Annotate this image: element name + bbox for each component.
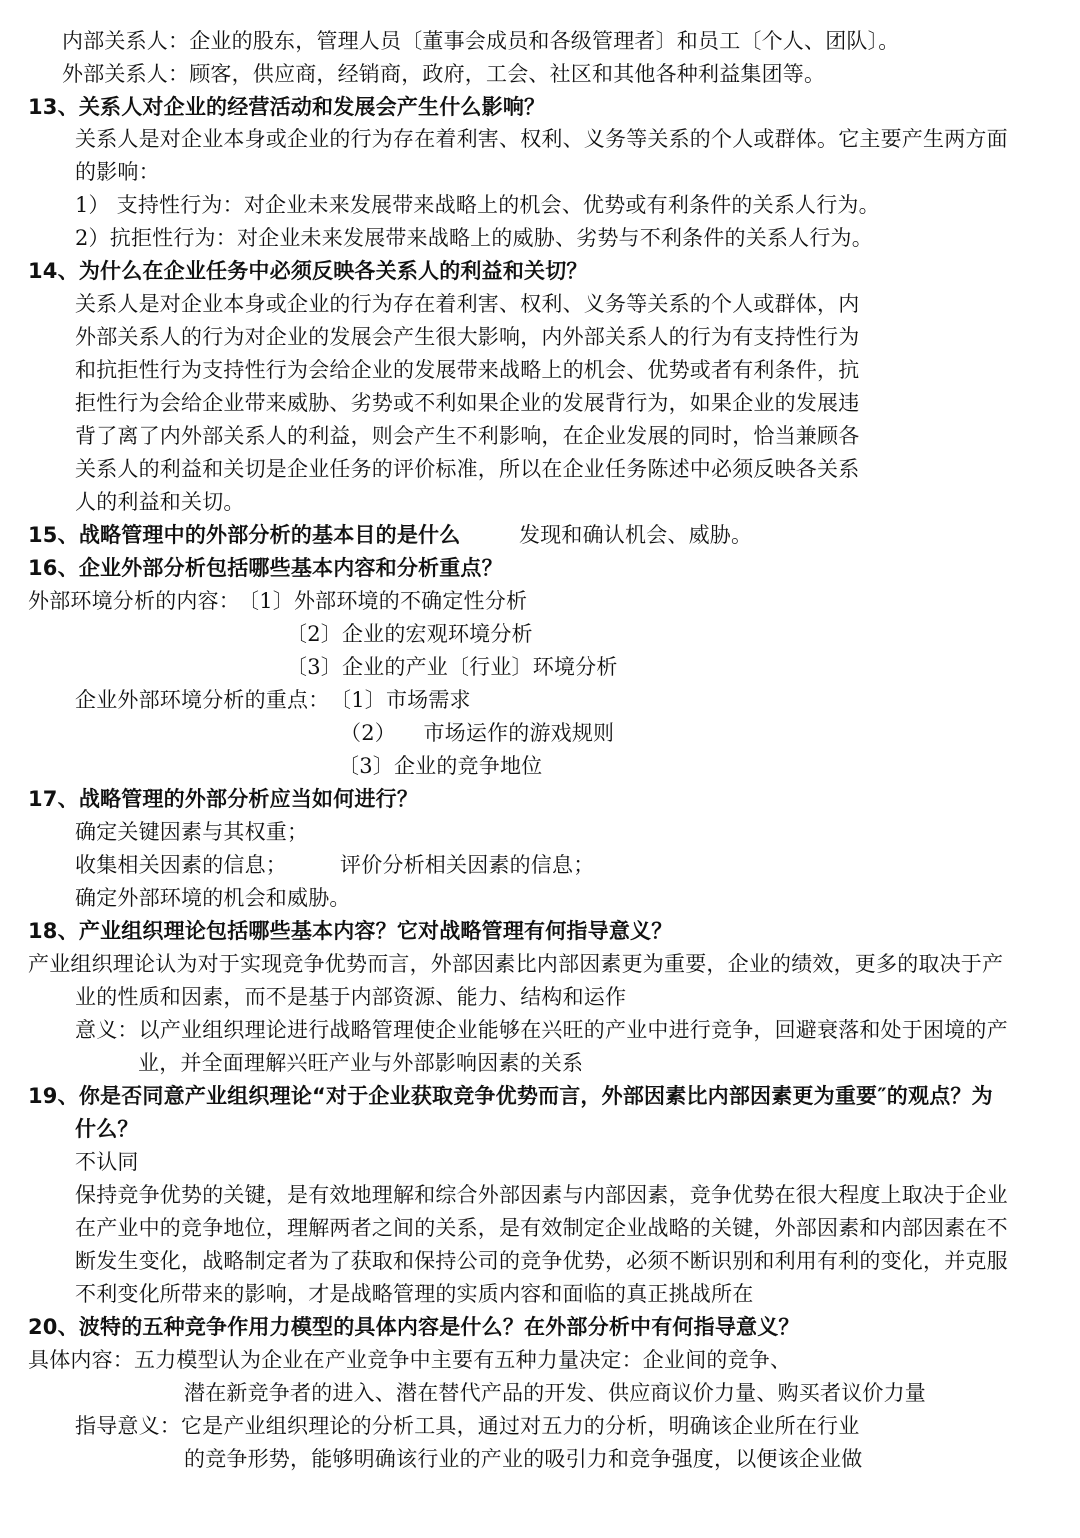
q20-content-line: 潜在新竞争者的进入、潜在替代产品的开发、供应商议价力量、购买者议价力量 <box>184 1381 926 1405</box>
q14-paragraph-line: 拒性行为会给企业带来威胁、劣势或不利如果企业的发展背行为，如果企业的发展违 <box>75 391 860 415</box>
q14-paragraph-line: 关系人是对企业本身或企业的行为存在着利害、权利、义务等关系的个人或群体，内 <box>75 292 860 316</box>
q20-heading: 20、波特的五种竞争作用力模型的具体内容是什么？在外部分析中有何指导意义？ <box>28 1315 800 1339</box>
q20-guide-line: 指导意义：它是产业组织理论的分析工具，通过对五力的分析，明确该企业所在行业 <box>75 1414 860 1438</box>
q13-heading: 13、关系人对企业的经营活动和发展会产生什么影响？ <box>28 95 546 119</box>
q14-heading: 14、为什么在企业任务中必须反映各关系人的利益和关切？ <box>28 259 588 283</box>
q16-content-item: 〔3〕企业的产业〔行业〕环境分析 <box>286 655 618 679</box>
q16-focus-item: （2） 市场运作的游戏规则 <box>340 721 615 745</box>
q20-guide-line: 的竞争形势，能够明确该行业的产业的吸引力和竞争强度，以便该企业做 <box>184 1447 863 1471</box>
q12-internal-line: 内部关系人：企业的股东，管理人员〔董事会成员和各级管理者〕和员工〔个人、团队〕。 <box>62 29 900 53</box>
q20-content-line: 具体内容：五力模型认为企业在产业竞争中主要有五种力量决定：企业间的竞争、 <box>28 1348 792 1372</box>
q17-step: 确定外部环境的机会和威胁。 <box>75 886 351 910</box>
q13-list-item: 1） 支持性行为：对企业未来发展带来战略上的机会、优势或有利条件的关系人行为。 <box>75 193 880 217</box>
q18-significance-line: 意义：以产业组织理论进行战略管理使企业能够在兴旺的产业中进行竞争，回避衰落和处于困境的产 <box>75 1018 1008 1042</box>
q16-content-item: 〔2〕企业的宏观环境分析 <box>286 622 533 646</box>
q13-paragraph-line: 的影响： <box>75 160 160 184</box>
q19-paragraph-line: 在产业中的竞争地位，理解两者之间的关系，是有效制定企业战略的关键，外部因素和内部因素在不 <box>75 1216 1008 1240</box>
q14-paragraph-line: 背了离了内外部关系人的利益，则会产生不利影响，在企业发展的同时，恰当兼顾各 <box>75 424 860 448</box>
q19-heading-continued: 什么？ <box>75 1117 139 1141</box>
q18-paragraph-line: 业的性质和因素，而不是基于内部资源、能力、结构和运作 <box>75 985 627 1009</box>
q18-significance-line: 业，并全面理解兴旺产业与外部影响因素的关系 <box>138 1051 584 1075</box>
q14-paragraph-line: 关系人的利益和关切是企业任务的评价标准，所以在企业任务陈述中必须反映各关系 <box>75 457 860 481</box>
q17-heading: 17、战略管理的外部分析应当如何进行？ <box>28 787 419 811</box>
q16-focus-item: 〔1〕市场需求 <box>330 688 471 712</box>
q19-heading: 19、你是否同意产业组织理论“对于企业获取竞争优势而言，外部因素比内部因素更为重要″的观点？为 <box>28 1084 993 1108</box>
q15-heading: 15、战略管理中的外部分析的基本目的是什么 <box>28 523 461 547</box>
q19-answer: 不认同 <box>75 1150 139 1174</box>
q17-step: 收集相关因素的信息； <box>75 853 287 877</box>
q16-focus-item: 〔3〕企业的竞争地位 <box>338 754 543 778</box>
q14-paragraph-line: 外部关系人的行为对企业的发展会产生很大影响，内外部关系人的行为有支持性行为 <box>75 325 860 349</box>
q14-paragraph-line: 人的利益和关切。 <box>75 490 245 514</box>
q12-external-line: 外部关系人：顾客，供应商，经销商，政府，工会、社区和其他各种利益集团等。 <box>62 62 826 86</box>
q16-content-item: 〔1〕外部环境的不确定性分析 <box>238 589 528 613</box>
q19-paragraph-line: 不利变化所带来的影响，才是战略管理的实质内容和面临的真正挑战所在 <box>75 1282 754 1306</box>
q17-step: 确定关键因素与其权重； <box>75 820 309 844</box>
q13-list-item: 2）抗拒性行为：对企业未来发展带来战略上的威胁、劣势与不利条件的关系人行为。 <box>75 226 873 250</box>
q13-paragraph-line: 关系人是对企业本身或企业的行为存在着利害、权利、义务等关系的个人或群体。它主要产生两方面 <box>75 127 1008 151</box>
q16-focus-label: 企业外部环境分析的重点： <box>75 688 330 712</box>
q16-heading: 16、企业外部分析包括哪些基本内容和分析重点？ <box>28 556 503 580</box>
q19-paragraph-line: 断发生变化，战略制定者为了获取和保持公司的竞争优势，必须不断识别和利用有利的变化，并克服 <box>75 1249 1008 1273</box>
q19-paragraph-line: 保持竞争优势的关键，是有效地理解和综合外部因素与内部因素，竞争优势在很大程度上取决于企业 <box>75 1183 1008 1207</box>
q18-paragraph-line: 产业组织理论认为对于实现竞争优势而言，外部因素比内部因素更为重要，企业的绩效，更多的取决于产 <box>28 952 1004 976</box>
q14-paragraph-line: 和抗拒性行为支持性行为会给企业的发展带来战略上的机会、优势或者有利条件，抗 <box>75 358 860 382</box>
q15-answer: 发现和确认机会、威胁。 <box>519 523 753 547</box>
q17-step: 评价分析相关因素的信息； <box>340 853 595 877</box>
q16-content-label: 外部环境分析的内容： <box>28 589 240 613</box>
q18-heading: 18、产业组织理论包括哪些基本内容？它对战略管理有何指导意义？ <box>28 919 673 943</box>
